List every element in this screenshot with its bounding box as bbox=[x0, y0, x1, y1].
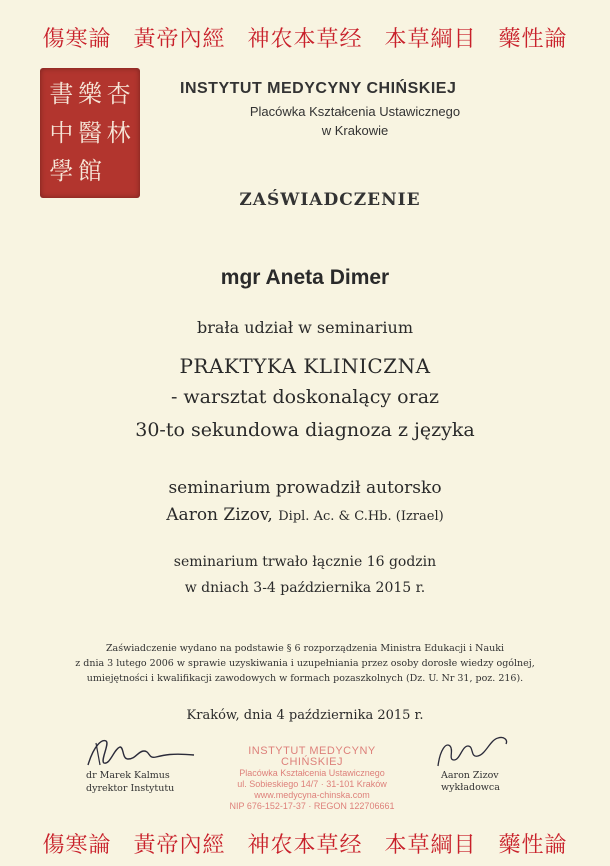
dates-text: w dniach 3-4 października 2015 r. bbox=[184, 580, 426, 596]
led-by-text: seminarium prowadził autorsko bbox=[168, 478, 442, 498]
cn-header-5: 藥性論 bbox=[498, 27, 568, 52]
stamp-line-2: Placówka Kształcenia Ustawicznego bbox=[239, 768, 385, 778]
seal-char: 醫 bbox=[77, 118, 102, 147]
cn-header-2: 黃帝內經 bbox=[133, 27, 226, 52]
legal-line-3: umiejętności i kwalifikacji zawodowych w formach pozaszkolnych (Dz. U. Nr 31, poz. 216). bbox=[86, 673, 524, 684]
instructor-name: Aaron Zizov, bbox=[166, 505, 273, 525]
seal-char bbox=[105, 153, 132, 190]
instructor-line bbox=[0, 505, 610, 525]
cn-header-1: 傷寒論 bbox=[42, 27, 112, 52]
stamp-line-5: NIP 676-152-17-37 · REGON 122706661 bbox=[229, 801, 395, 811]
legal-line-1: Zaświadczenie wydano na podstawie § 6 rozporządzenia Ministra Edukacji i Nauki bbox=[105, 643, 505, 654]
cn-header-3: 神农本草经 bbox=[247, 27, 363, 52]
instructor-titles: Dipl. Ac. & C.Hb. (Izrael) bbox=[278, 509, 444, 524]
cn-footer-5: 藥性論 bbox=[498, 833, 568, 858]
institute-seal-logo bbox=[40, 68, 140, 198]
cn-footer-4: 本草綱目 bbox=[384, 833, 477, 858]
seal-char: 書 bbox=[49, 80, 74, 108]
seal-char: 林 bbox=[106, 118, 131, 147]
cn-footer-2: 黃帝內經 bbox=[133, 833, 226, 858]
recipient-name: mgr Aneta Dimer bbox=[220, 266, 390, 289]
seal-char: 館 bbox=[77, 157, 102, 186]
lecturer-role: wykładowca bbox=[441, 782, 500, 793]
institution-name: INSTYTUT MEDYCYNY CHIŃSKIEJ bbox=[180, 80, 457, 97]
legal-line-2: z dnia 3 lutego 2006 w sprawie uzyskiwania i uzupełniania przez osoby dorosłe wiedzy ogólnej, bbox=[75, 658, 535, 669]
institution-city: w Krakowie bbox=[321, 123, 389, 138]
seal-char: 中 bbox=[49, 118, 74, 147]
director-role: dyrektor Instytutu bbox=[86, 783, 175, 794]
director-name: dr Marek Kalmus bbox=[86, 770, 170, 781]
lecturer-signature bbox=[432, 730, 512, 774]
institute-stamp bbox=[222, 746, 402, 812]
certificate-title: ZAŚWIADCZENIE bbox=[239, 190, 421, 210]
cn-header-4: 本草綱目 bbox=[384, 27, 477, 52]
director-signature-block bbox=[86, 769, 174, 795]
seal-char: 樂 bbox=[77, 80, 102, 108]
chinese-classics-header bbox=[0, 22, 610, 53]
participation-text: brała udział w seminarium bbox=[197, 318, 413, 337]
stamp-line-3: ul. Sobieskiego 14/7 · 31-101 Kraków bbox=[237, 779, 387, 789]
institution-subtitle: Placówka Kształcenia Ustawicznego bbox=[249, 104, 461, 119]
cn-footer-1: 傷寒論 bbox=[42, 833, 112, 858]
director-signature bbox=[80, 735, 200, 771]
seal-char: 學 bbox=[49, 157, 74, 186]
course-subtitle-2: 30-to sekundowa diagnoza z języka bbox=[135, 419, 475, 441]
chinese-classics-footer bbox=[0, 828, 610, 859]
lecturer-name: Aaron Zizov bbox=[441, 770, 499, 781]
stamp-line-4: www.medycyna-chinska.com bbox=[254, 790, 370, 800]
cn-footer-3: 神农本草经 bbox=[247, 833, 363, 858]
lecturer-signature-block bbox=[441, 770, 500, 794]
course-title: PRAKTYKA KLINICZNA bbox=[179, 354, 431, 378]
stamp-line-1: INSTYTUT MEDYCYNY CHIŃSKIEJ bbox=[248, 745, 376, 768]
seal-char: 杏 bbox=[106, 80, 131, 108]
legal-basis bbox=[70, 641, 540, 686]
duration-text: seminarium trwało łącznie 16 godzin bbox=[173, 554, 437, 570]
course-subtitle-1: - warsztat doskonalący oraz bbox=[170, 386, 440, 408]
place-and-date: Kraków, dnia 4 października 2015 r. bbox=[186, 708, 424, 723]
